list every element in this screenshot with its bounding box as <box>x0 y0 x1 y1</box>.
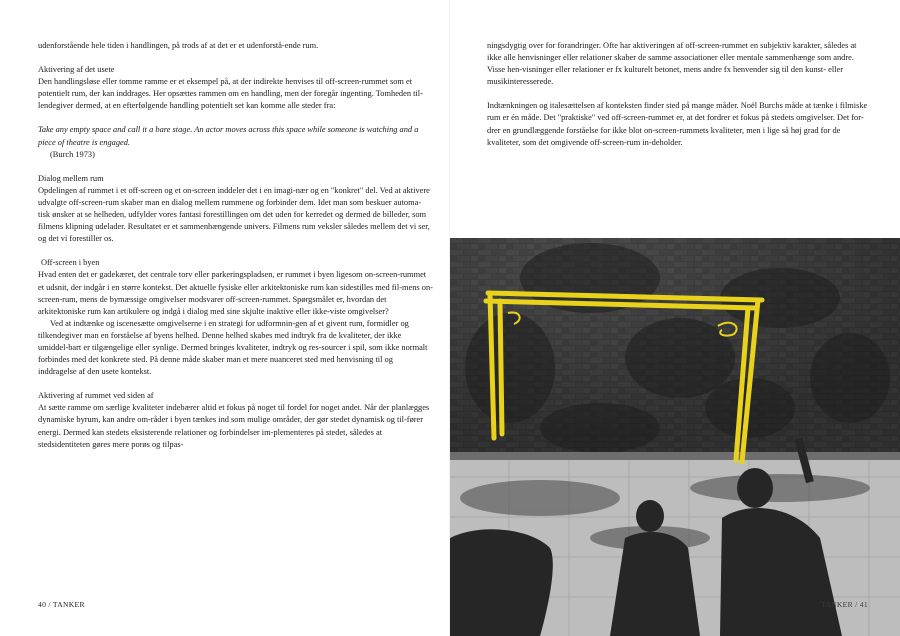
heading-city: Off-screen i byen <box>41 258 100 268</box>
left-column <box>38 40 433 451</box>
burch-quote: Take any empty space and call it a bare stage. An actor moves across this space while someone is watching and a piece of theatre is engaged. <box>38 125 419 147</box>
city-body-1: Hvad enten det er gadekæret, det centrale torv eller parkeringspladsen, er rummet i byen ligesom on-screen-rummet et udsnit, der indgår i en større kontekst. Det aktuelle fysiske eller arkitektoniske rum kan sidestilles med fil-mens on-screen-rum, mens de bymæssige omgivelser modsvarer off-screen-rummet. Spørgsmålet er, hvordan det arkitektoniske rum kan artikulere og indgå i dialog med sine skjulte inaktive eller ikke-viste omgivelser? <box>38 270 433 316</box>
right-folio: TANKER / 41 <box>821 600 868 609</box>
left-folio: 40 / TANKER <box>38 600 85 609</box>
activation-body: Den handlingsløse eller tomme ramme er et eksempel på, at der indirekte henvises til off-screen-rummet som et potentielt rum, der kan inddrages. Her opsættes rammen om en handling, men der foregår ingenting. Tomheden til-lendegiver dermed, at en efterfølgende handling potentielt set kan komme alle steder fra: <box>38 77 423 111</box>
heading-activation: Aktivering af det usete <box>38 65 115 75</box>
heading-dialogue: Dialog mellem rum <box>38 173 104 183</box>
intro-paragraph: udenforstående hele tiden i handlingen, på trods af at det er et udenforstå-ende rum. <box>38 41 319 50</box>
dialogue-body: Opdelingen af rummet i et off-screen og et on-screen inddeler det i en imagi-nær og en "konkret" del. Ved at aktivere udvalgte off-screen-rum skaber man en dialog mellem rummene og forbinder dem. Idet man som beskuer automa-tisk ønsker at se helheden, udfylder vores fantasi forestillingen om det uden for kerredet og dermed de billeder, som filmens klipning udelader. Resultatet er et sammenhængende univers. Filmens rum veksler således mellem det vi ser, og det vi forestiller os. <box>38 185 430 244</box>
city-body-2: Ved at indtænke og iscenesætte omgivelserne i en strategi for udformnin-gen af et givent rum, formidler og tilkendegiver man en forståelse af byens helhed. Denne helhed skabes med indtryk fra de kvaliteter, der ikke umiddel-bart er tilgængelige eller synlige. Dermed bringes kvaliteter, indtryk og res-sourcer i spil, som ikke normalt forbindes med det konkrete sted. På denne måde skaber man et mere nuanceret sted med henvisning til og inddragelse af den usete kontekst. <box>38 318 428 377</box>
beside-body: At sætte ramme om særlige kvaliteter indebærer altid et fokus på noget til fordel for noget andet. Når der planlægges dynamiske byrum, kan andre om-råder i byen tænkes ind som mulige områder, der gør stedet dynamisk og til-fører energi. Dermed kan stedets eksisterende relationer og forbindelser im-plementeres på stedet, således at stedsidentiteten gøres mere porøs og tilpas- <box>38 403 430 449</box>
photo-chalk-goal <box>450 238 900 636</box>
photo-illustration <box>450 238 900 636</box>
quote-citation: (Burch 1973) <box>50 149 95 159</box>
right-column <box>487 40 872 149</box>
right-paragraph-1: ningsdygtig over for forandringer. Ofte har aktiveringen af off-screen-rummet en subjektiv karakter, således at ikke alle henvisninger eller relationer skaber de samme associationer eller mentale sammenhænge som andre. Visse hen-visninger eller relationer er fx kulturelt betonet, mens andre fx henvender sig til den kunst- eller musikinteresserede. <box>487 41 857 87</box>
right-paragraph-2: Indtænkningen og italesættelsen af konteksten finder sted på mange måder. Noël Burchs måde at tænke i filmiske rum er én måde. Det "praktiske" ved off-screen-rummet er, at det fordrer et fokus på stedets omgivelser. Det for-drer en grundlæggende forståelse for ikke blot on-screen-rummets kvaliteter, men i lige så høj grad for de kvaliteter, som det omgivende off-screen-rum in-deholder. <box>487 101 868 147</box>
heading-beside: Aktivering af rummet ved siden af <box>38 391 154 401</box>
